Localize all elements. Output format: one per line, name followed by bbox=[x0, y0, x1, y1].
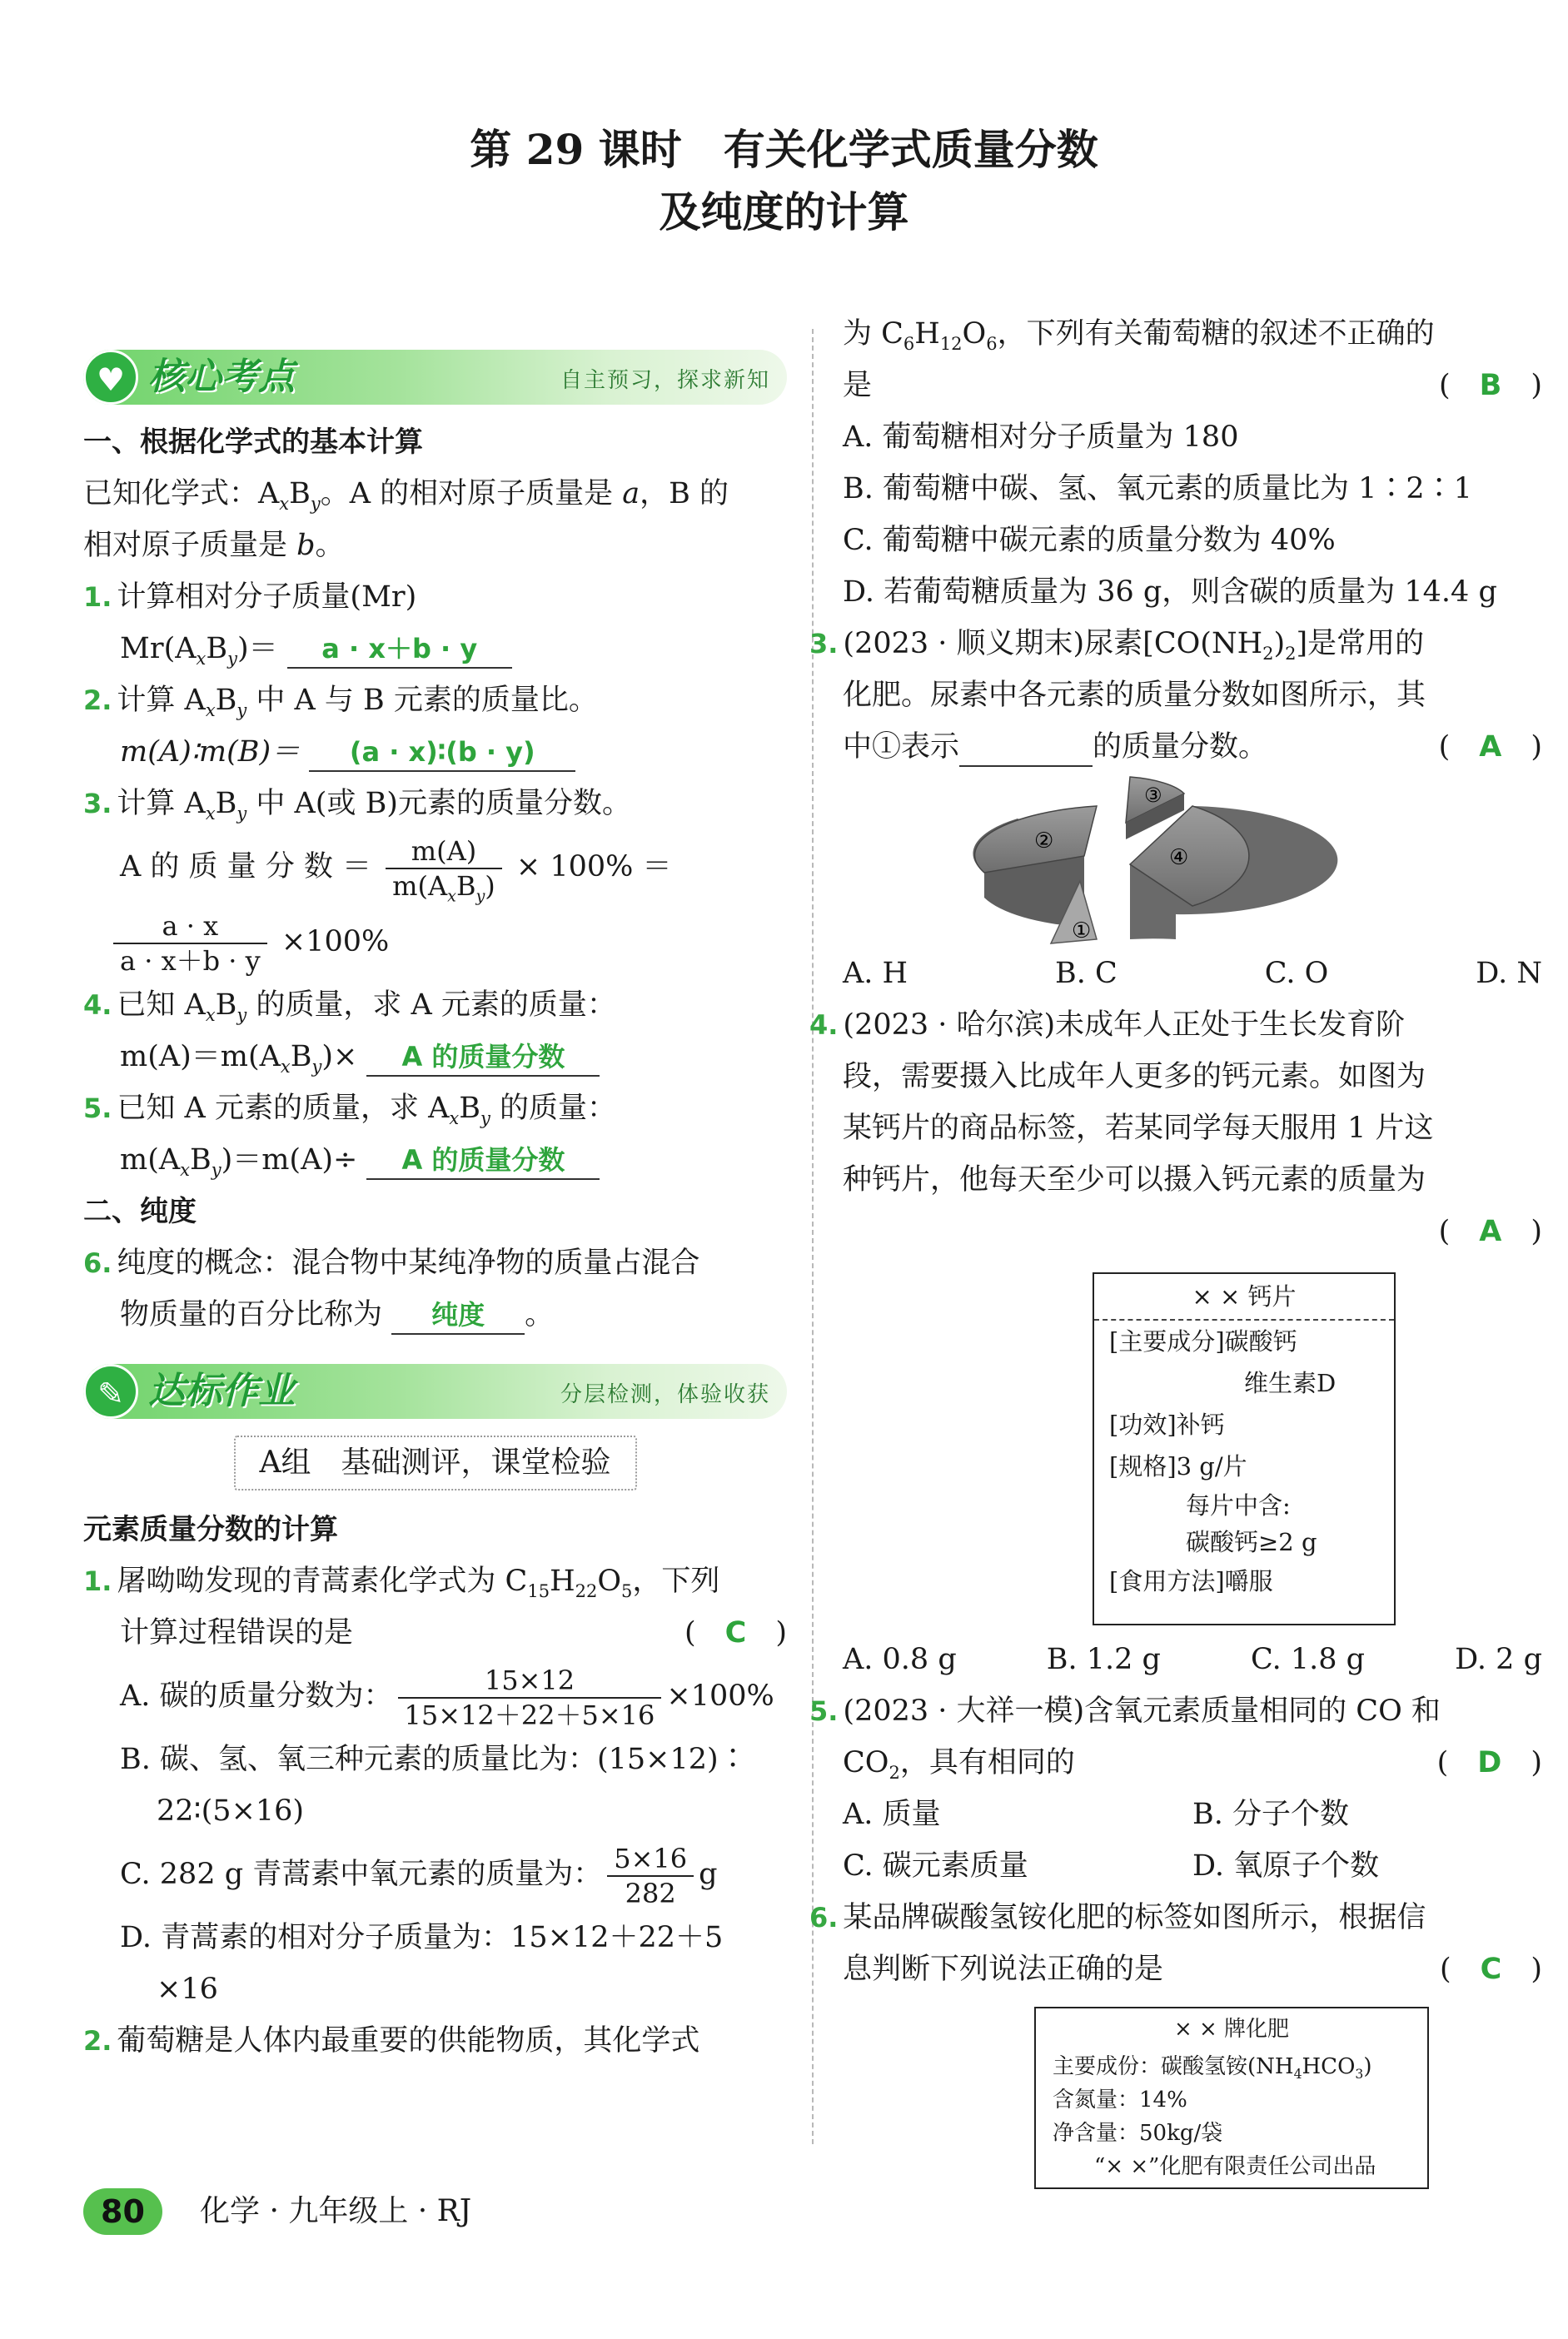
label-line: [功效]补钙 bbox=[1109, 1411, 1225, 1439]
core-q2-expr: m(A)∶m(B)＝ (a · x)∶(b · y) bbox=[83, 726, 787, 778]
core-q2: 2. 计算 $A_xB_y$ 中 A 与 B 元素的质量比。 bbox=[83, 684, 598, 720]
hw-q5-options-row1 bbox=[843, 1789, 1542, 1840]
hw-q4-option: B. 1.2 g bbox=[1046, 1643, 1161, 1676]
hw-q1-option-c: C. 282 g 青蒿素中氧元素的质量为： $\frac{5\times 16}{282}$ g bbox=[120, 1842, 718, 1909]
hw-q3-line3: 中①表示 的质量分数。 ( A ) bbox=[843, 721, 1542, 773]
label-line: [规格]3 g/片 bbox=[1109, 1452, 1247, 1481]
answer-blank: A 的质量分数 bbox=[366, 1038, 600, 1077]
answer-paren: ( B ) bbox=[1439, 369, 1542, 402]
core-q4: 4. 已知 $A_xB_y$ 的质量，求 A 元素的质量： bbox=[83, 988, 616, 1025]
hw-q3-option: A. H bbox=[843, 957, 908, 990]
hw-q4-line2: 段，需要摄入比成年人更多的钙元素。如图为 bbox=[843, 1060, 1426, 1093]
hw-q5-options-row2 bbox=[843, 1840, 1542, 1892]
core-q4-expr: $m(A)=m(A_xB_y)\times A$ 的质量分数 bbox=[83, 1031, 787, 1082]
fraction: $\frac{15\times 12}{15\times 12+22+5\times 16}$ bbox=[398, 1664, 662, 1732]
answer-blank: 纯度 bbox=[391, 1296, 525, 1335]
answer-paren: ( C ) bbox=[1440, 1953, 1542, 1986]
hw-q2-option-d: D. 若葡萄糖质量为 36 g，则含碳的质量为 14.4 g bbox=[843, 575, 1497, 609]
core-q1: 1. 计算相对分子质量(Mr) bbox=[83, 580, 417, 614]
hw-q5-option: D. 氧原子个数 bbox=[1192, 1849, 1380, 1883]
fraction: $\frac{m(A)}{m(A_xB_y)}$ bbox=[386, 834, 502, 903]
label-line: “× ×”化肥有限责任公司出品 bbox=[1094, 2154, 1376, 2179]
hw-q4-options bbox=[843, 1634, 1542, 1685]
hw-q3-options bbox=[843, 948, 1542, 999]
lesson-title: 第 29 课时 有关化学式质量分数 bbox=[470, 125, 1098, 174]
hw-q5-line2: $CO_2$，具有相同的 ( D ) bbox=[843, 1737, 1542, 1789]
section-heading: 一、根据化学式的基本计算 bbox=[83, 425, 423, 459]
hw-q3: 3. (2023 · 顺义期末)尿素$[CO(NH_2)_2]$是常用的 bbox=[809, 627, 1425, 664]
label-line: 碳酸钙≥2 g bbox=[1186, 1528, 1317, 1556]
lesson-subtitle: 及纯度的计算 bbox=[659, 187, 909, 236]
core-banner-title: 核心考点 bbox=[148, 356, 295, 398]
section-heading: 二、纯度 bbox=[83, 1195, 197, 1228]
hw-q6-line2: 息判断下列说法正确的是 ( C ) bbox=[843, 1943, 1542, 1995]
urea-pie-chart bbox=[843, 773, 1542, 948]
hw-q1-option-d-cont: ×16 bbox=[157, 1973, 218, 2006]
core-q5: 5. 已知 A 元素的质量，求 $A_xB_y$ 的质量： bbox=[83, 1092, 616, 1128]
hw-q1-option-b-cont: 22∶(5×16) bbox=[157, 1794, 305, 1828]
heart-icon: ♥ bbox=[83, 350, 138, 405]
pie-label-3: ③ bbox=[1144, 784, 1162, 807]
hw-q5-option: B. 分子个数 bbox=[1192, 1798, 1349, 1831]
column-divider bbox=[812, 329, 814, 2144]
core-q5-expr: $m(A_xB_y)=m(A)\div A$ 的质量分数 bbox=[83, 1134, 787, 1186]
label-line: 净含量：50kg/袋 bbox=[1053, 2121, 1223, 2146]
hw-q1-line2: 计算过程错误的是 ( C ) bbox=[83, 1607, 787, 1659]
group-label: A组 基础测评，课堂检验 bbox=[234, 1436, 637, 1490]
label-line: 维生素D bbox=[1244, 1369, 1337, 1397]
pencil-icon: ✎ bbox=[83, 1364, 138, 1419]
hw-q4-option: D. 2 g bbox=[1455, 1643, 1542, 1676]
topic-heading: 元素质量分数的计算 bbox=[83, 1513, 338, 1546]
label-line: 每片中含: bbox=[1186, 1491, 1291, 1520]
hw-q1-option-a: A. 碳的质量分数为： $\frac{15\times 12}{15\times 12+22+5\times 16}$ ×100% bbox=[120, 1664, 774, 1731]
answer-blank bbox=[959, 729, 1093, 767]
answer-paren: ( C ) bbox=[684, 1616, 787, 1650]
homework-banner bbox=[83, 1364, 787, 1419]
fraction: $\frac{5\times 16}{282}$ bbox=[607, 1842, 694, 1910]
hw-q2-option-c: C. 葡萄糖中碳元素的质量分数为 40% bbox=[843, 524, 1336, 557]
hw-q3-option: D. N bbox=[1476, 957, 1542, 990]
hw-q2-line3: 是 ( B ) bbox=[843, 360, 1542, 411]
hw-q4-answer-line bbox=[843, 1206, 1542, 1257]
answer-paren: ( A ) bbox=[1438, 1215, 1542, 1248]
pie-label-1: ① bbox=[1072, 918, 1092, 943]
hw-q1: 1. 屠呦呦发现的青蒿素化学式为 $C_{15}H_{22}O_5$，下列 bbox=[83, 1565, 720, 1601]
calcium-label-title: × × 钙片 bbox=[1094, 1274, 1394, 1321]
answer-blank: A 的质量分数 bbox=[366, 1142, 600, 1180]
hw-q3-line2: 化肥。尿素中各元素的质量分数如图所示，其 bbox=[843, 679, 1426, 712]
answer-blank: a · x＋b · y bbox=[287, 630, 512, 669]
label-line: 主要成份：碳酸氢铵$(NH_4HCO_3)$ bbox=[1053, 2054, 1372, 2083]
hw-q1-option-d: D. 青蒿素的相对分子质量为：15×12＋22＋5 bbox=[120, 1921, 724, 1954]
pie-label-4: ④ bbox=[1169, 845, 1189, 870]
fertilizer-label bbox=[1034, 2007, 1429, 2189]
core-banner bbox=[83, 350, 787, 405]
hw-q1-option-b: B. 碳、氢、氧三种元素的质量比为：(15×12)∶ bbox=[120, 1743, 748, 1776]
answer-paren: ( D ) bbox=[1436, 1746, 1542, 1779]
core-banner-subtitle: 自主预习，探求新知 bbox=[560, 368, 770, 393]
hw-q3-option: B. C bbox=[1055, 957, 1118, 990]
hw-q5-option: C. 碳元素质量 bbox=[843, 1849, 1028, 1883]
hw-q4-line4: 种钙片，他每天至少可以摄入钙元素的质量为 bbox=[843, 1163, 1426, 1197]
fertilizer-label-title: × × 牌化肥 bbox=[1173, 2017, 1290, 2042]
core-q3-formula: A 的 质 量 分 数 ＝ $\frac{m(A)}{m(A_xB_y)}$ × 100% ＝ bbox=[120, 834, 672, 905]
core-q1-expr: $Mr(A_xB_y)= a \cdot x+b \cdot y$ bbox=[83, 623, 787, 674]
pie-label-2: ② bbox=[1034, 829, 1054, 853]
label-line: [主要成分]碳酸钙 bbox=[1109, 1327, 1297, 1356]
footer-book-title: 化学 · 九年级上 · RJ bbox=[200, 2194, 472, 2228]
answer-paren: ( A ) bbox=[1438, 730, 1542, 764]
fraction: $\frac{a \cdot x}{a \cdot x+b \cdot y}$ bbox=[113, 909, 267, 978]
label-line: [食用方法]嚼服 bbox=[1109, 1567, 1273, 1595]
hw-q6: 6. 某品牌碳酸氢铵化肥的标签如图所示，根据信 bbox=[809, 1901, 1426, 1934]
homework-banner-subtitle: 分层检测，体验收获 bbox=[560, 1382, 770, 1407]
homework-banner-title: 达标作业 bbox=[148, 1370, 295, 1412]
answer-blank: (a · x)∶(b · y) bbox=[309, 734, 575, 772]
page-number: 80 bbox=[83, 2188, 162, 2235]
hw-q2-option-b: B. 葡萄糖中碳、氢、氧元素的质量比为 1∶2∶1 bbox=[843, 472, 1472, 505]
label-line: 含氮量：14% bbox=[1053, 2088, 1187, 2113]
hw-q2-line2: 为 $C_6H_{12}O_6$，下列有关葡萄糖的叙述不正确的 bbox=[843, 317, 1435, 354]
core-q6-line2: 物质量的百分比称为 纯度 。 bbox=[83, 1289, 787, 1341]
hw-q4-line3: 某钙片的商品标签，若某同学每天服用 1 片这 bbox=[843, 1112, 1434, 1145]
hw-q2: 2. 葡萄糖是人体内最重要的供能物质，其化学式 bbox=[83, 2024, 700, 2058]
hw-q4: 4. (2023 · 哈尔滨)未成年人正处于生长发育阶 bbox=[809, 1008, 1406, 1042]
hw-q2-option-a: A. 葡萄糖相对分子质量为 180 bbox=[843, 421, 1239, 454]
hw-q3-option: C. O bbox=[1264, 957, 1329, 990]
core-q3-formula-2: $\frac{a \cdot x}{a \cdot x+b \cdot y}$ ×100% bbox=[83, 904, 787, 979]
left-column bbox=[83, 341, 787, 2067]
hw-q5-option: A. 质量 bbox=[843, 1798, 941, 1831]
right-column bbox=[809, 308, 1542, 2189]
hw-q5: 5. (2023 · 大祥一模)含氧元素质量相同的 CO 和 bbox=[809, 1695, 1441, 1728]
intro-line-2: 相对原子质量是 b。 bbox=[83, 529, 345, 562]
core-q3: 3. 计算 $A_xB_y$ 中 A(或 B)元素的质量分数。 bbox=[83, 787, 631, 824]
calcium-label bbox=[1093, 1272, 1396, 1625]
core-q6: 6. 纯度的概念：混合物中某纯净物的质量占混合 bbox=[83, 1247, 700, 1280]
hw-q4-option: C. 1.8 g bbox=[1251, 1643, 1366, 1676]
intro-line: 已知化学式：$A_xB_y$。A 的相对原子质量是 a，B 的 bbox=[83, 477, 729, 514]
hw-q4-option: A. 0.8 g bbox=[843, 1643, 957, 1676]
